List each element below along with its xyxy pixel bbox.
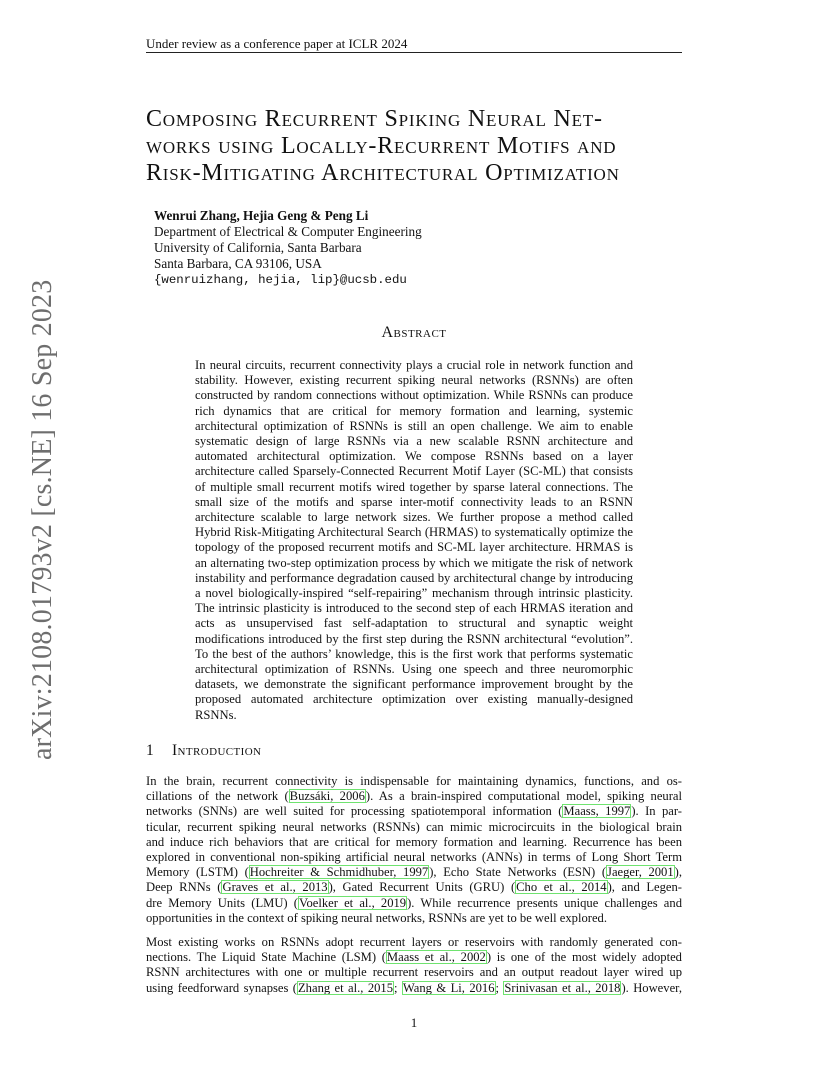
text-line: and induce rich behaviors that are critical for memory formation and learning. Recurrence has been xyxy=(146,834,682,849)
text-line xyxy=(146,896,682,911)
paper-title xyxy=(146,106,694,187)
text-run: ), Gated Recurrent Units (GRU) ( xyxy=(328,880,516,895)
citation-link[interactable]: Graves et al., 2013 xyxy=(222,880,328,895)
text-run: nections. The Liquid State Machine (LSM) ( xyxy=(146,950,386,965)
header-rule xyxy=(146,52,682,53)
text-line: opportunities in the context of spiking neural networks, RSNNs are yet to be well explored. xyxy=(146,910,607,925)
citation-link[interactable]: Hochreiter & Schmidhuber, 1997 xyxy=(249,865,429,880)
title-line: Composing Recurrent Spiking Neural Net- xyxy=(146,106,603,132)
text-run: ). As a brain-inspired computational model, spiking neural xyxy=(365,789,682,804)
affiliation-line: Santa Barbara, CA 93106, USA xyxy=(154,256,322,271)
text-run: ), and Legen- xyxy=(607,880,682,895)
text-line xyxy=(146,804,682,819)
text-run: cillations of the network ( xyxy=(146,789,289,804)
text-run: ; xyxy=(394,980,402,995)
text-run: ), Echo State Networks (ESN) ( xyxy=(429,865,607,880)
citation-link[interactable]: Jaeger, 2001 xyxy=(607,865,674,880)
citation-link[interactable]: Voelker et al., 2019 xyxy=(298,895,407,910)
citation-link[interactable]: Zhang et al., 2015 xyxy=(297,980,394,995)
intro-paragraph-2 xyxy=(146,935,682,996)
title-line: Risk-Mitigating Architectural Optimization xyxy=(146,160,620,186)
running-header: Under review as a conference paper at ICLR 2024 xyxy=(146,36,408,51)
section-title: Introduction xyxy=(172,742,262,759)
text-run: ; xyxy=(495,980,504,995)
affiliation-line: Department of Electrical & Computer Engineering xyxy=(154,224,422,239)
page-number: 1 xyxy=(410,1015,418,1030)
author-email: {wenruizhang, hejia, lip}@ucsb.edu xyxy=(154,273,407,287)
text-run: ). While recurrence presents unique challenges and xyxy=(407,895,682,910)
text-run: ). However, xyxy=(621,980,682,995)
citation-link[interactable]: Buzsáki, 2006 xyxy=(289,789,365,804)
text-run: using feedforward synapses ( xyxy=(146,980,297,995)
citation-link[interactable]: Maass, 1997 xyxy=(563,804,631,819)
text-line: explored in conventional non-spiking artificial neural networks (ANNs) in terms of Long Short Term xyxy=(146,850,682,865)
text-run: networks (SNNs) are well suited for processing spatiotemporal information ( xyxy=(146,804,563,819)
affiliation-line: University of California, Santa Barbara xyxy=(154,240,362,255)
section-heading xyxy=(146,742,682,760)
citation-link[interactable]: Srinivasan et al., 2018 xyxy=(504,980,621,995)
citation-link[interactable]: Maass et al., 2002 xyxy=(386,950,486,965)
abstract-body: In neural circuits, recurrent connectivity plays a crucial role in network function and stability. However, existing recurrent spiking neural networks (RSNNs) are often constructed by random connections without optimization. While RSNNs can produce rich dynamics that are critical for memory formation and learning, systemic architectural optimization of RSNNs is still an open challenge. We aim to enable systematic design of large RSNNs via a new scalable RSNN architecture and automated architectural optimization. We compose RSNNs based on a layer architecture called Sparsely-Connected Recurrent Motif Layer (SC-ML) that consists of multiple small recurrent motifs wired together by sparse lateral connections. The small size of the motifs and sparse inter-motif connectivity leads to an RSNN architecture scalable to large network sizes. We further propose a method called Hybrid Risk-Mitigating Architectural Search (HRMAS) to systematically optimize the topology of the proposed recurrent motifs and SC-ML layer architecture. HRMAS is an alternating two-step optimization process by which we mitigate the risk of network instability and performance degradation caused by architectural change by introducing a novel biologically-inspired “self-repairing” mechanism through intrinsic plasticity. The intrinsic plasticity is introduced to the second step of each HRMAS iteration and acts as unsupervised fast self-adaptation to structural and synaptic weight modifications introduced by the first step during the RSNN architectural “evolution”. To the best of the authors’ knowledge, this is the first work that performs systematic architectural optimization of RSNNs. Using one speech and three neuromorphic datasets, we demonstrate the significant performance improvement brought by the proposed automated architecture optimization over existing manually-designed RSNNs. xyxy=(195,358,633,722)
abstract-heading: Abstract xyxy=(381,324,447,341)
author-names: Wenrui Zhang, Hejia Geng & Peng Li xyxy=(154,208,369,223)
text-run: Memory (LSTM) ( xyxy=(146,865,249,880)
text-line: In the brain, recurrent connectivity is indispensable for maintaining dynamics, functions, and os- xyxy=(146,774,682,788)
text-run: ). In par- xyxy=(631,804,682,819)
text-line xyxy=(146,950,682,965)
text-run: Deep RNNs ( xyxy=(146,880,222,895)
title-line: works using Locally-Recurrent Motifs and xyxy=(146,133,617,159)
text-run: dre Memory Units (LMU) ( xyxy=(146,895,298,910)
text-line: RSNN architectures with one or multiple recurrent reservoirs and an output readout layer wired up xyxy=(146,965,682,980)
intro-paragraph-1 xyxy=(146,774,682,926)
citation-link[interactable]: Cho et al., 2014 xyxy=(516,880,607,895)
citation-link[interactable]: Wang & Li, 2016 xyxy=(402,980,495,995)
text-line: ticular, recurrent spiking neural networks (RSNNs) can mimic microcircuits in the biological brain xyxy=(146,819,682,834)
text-line xyxy=(146,880,682,895)
section-number: 1 xyxy=(146,742,154,759)
text-line xyxy=(146,865,682,880)
author-block xyxy=(154,208,654,288)
text-line xyxy=(146,981,682,996)
text-run: ) is one of the most widely adopted xyxy=(486,950,682,965)
text-line: Most existing works on RSNNs adopt recurrent layers or reservoirs with randomly generated con- xyxy=(146,935,682,949)
text-line xyxy=(146,789,682,804)
arxiv-stamp: arXiv:2108.01793v2 [cs.NE] 16 Sep 2023 xyxy=(27,279,58,760)
text-run: ), xyxy=(674,865,682,880)
